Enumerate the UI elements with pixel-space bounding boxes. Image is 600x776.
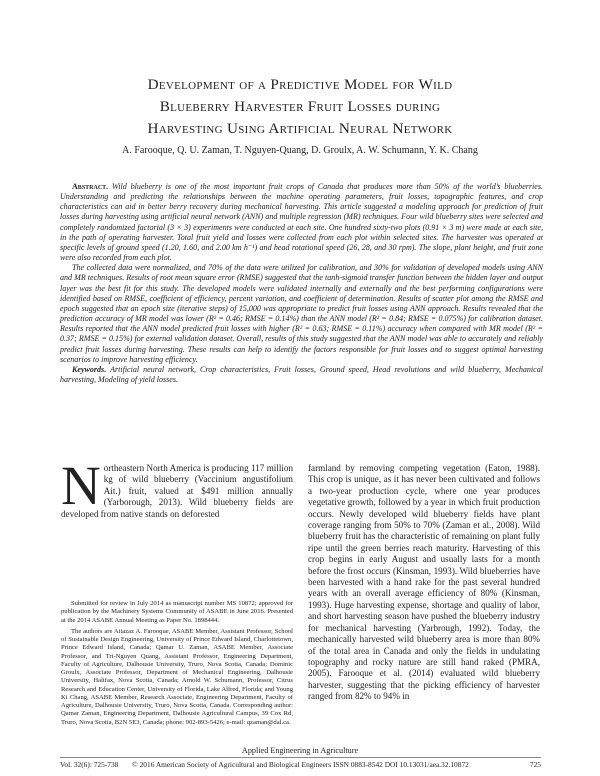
journal-name: Applied Engineering in Agriculture xyxy=(241,746,359,755)
drop-cap: N xyxy=(61,455,101,516)
abstract-label: Abstract. xyxy=(72,182,109,191)
body-column-left xyxy=(61,455,293,520)
title-line-3: Harvesting Using Artificial Neural Network xyxy=(147,120,453,137)
abstract xyxy=(60,182,543,385)
footnote-authors: The authors are Aitazaz A. Farooque, ASABE Member, Assistant Professor, School of Sustainable Design Engineering, University of Prince Edward Island, Charlottetown, Prince Edward Island, Canada; Qamar U. Zaman, ASABE Member, Associate Professor, and Tri-Nguyen Quang, Assistant Professor, Engineering Department, Faculty of Agriculture, Dalhousie University, Truro, Nova Scotia, Canada; Dominic Groulx, Associate Professor, Department of Mechanical Engineering, Dalhousie University, Halifax, Nova Scotia, Canada; Arnold W. Schumann, Professor, Citrus Research and Education Center, University of Florida, Lake Alfred, Florida; and Young Ki Chang, ASABE Member, Research Associate, Engineering Department, Faculty of Agriculture, Dalhousie University, Truro, Nova Scotia, Canada. Corresponding author: Qamar Zaman, Engineering Department, Dalhousie Agricultural Campus, 39 Cox Rd, Truro, Nova Scotia, B2N 5E3, Canada; phone: 902-893-5426; e-mail: qzaman@dal.ca. xyxy=(61,627,293,726)
footnotes xyxy=(61,600,293,727)
page-number: 725 xyxy=(529,760,541,769)
paper-title xyxy=(60,74,540,140)
keywords-text: Artificial neural network, Crop characteristics, Fruit losses, Ground speed, Head revolutions and wild blueberry, Mechanical harvesting, Modeling of yield losses. xyxy=(60,364,543,384)
copyright-info: © 2016 American Society of Agricultural and Biological Engineers ISSN 0883-8542 DOI 10.13031/aea.32.10872 xyxy=(132,760,469,769)
body-column-right xyxy=(308,463,540,703)
author-list: A. Farooque, Q. U. Zaman, T. Nguyen-Quang, D. Groulx, A. W. Schumann, Y. K. Chang xyxy=(122,145,478,156)
keywords xyxy=(60,365,543,385)
intro-paragraph xyxy=(61,455,293,520)
footer-divider xyxy=(60,757,541,758)
abstract-paragraph-2: The collected data were normalized, and 70% of the data were utilized for calibration, and 30% for validation of developed models using ANN and MR techniques. Results of root mean square error (RMSE) suggested that the tanh-sigmoid transfer function between the hidden layer and output layer was the best fit for this study. The developed models were validated internally and externally and the best performing configurations were identified based on RMSE, coefficient of efficiency, percent variation, and coefficient of determination. Results of scatter plot among the RMSE and epoch suggested that an epoch size (iterative steps) of 15,000 was appropriate to predict fruit losses using ANN approach. Results revealed that the prediction accuracy of MR model was lower (R² = 0.46; RMSE = 0.14%) than the ANN model (R² = 0.84; RMSE = 0.075%) for calibration dataset. Results reported that the ANN model predicted fruit losses with higher (R² = 0.63; RMSE = 0.11%) accuracy when compared with MR model (R² = 0.37; RMSE = 0.15%) for external validation dataset. Overall, results of this study suggested that the ANN model was able to accurately and reliably predict fruit losses during harvesting. These results can help to identify the factors responsible for fruit losses and to suggest optimal harvesting scenarios to improve harvesting efficiency. xyxy=(60,263,543,364)
title-line-2: Blueberry Harvester Fruit Losses during xyxy=(159,98,441,115)
footer-info xyxy=(60,760,541,769)
title-line-1: Development of a Predictive Model for Wild xyxy=(147,76,453,93)
abstract-paragraph-1 xyxy=(60,182,543,263)
keywords-label: Keywords. xyxy=(72,364,107,374)
volume-info: Vol. 32(6): 725-738 xyxy=(60,760,119,769)
intro-text-right: farmland by removing competing vegetation (Eaton, 1988). This crop is unique, as it has never been cultivated and follows a two-year production cycle, where one year produces vegetative growth, followed by a year in which fruit production occurs. Newly developed wild blueberry fields have plant coverage ranging from 50% to 70% (Zaman et al., 2008). Wild blueberry fruit has the characteristic of remaining on plant fully ripe until the green berries reach maturity. Harvesting of this crop begins in early August and usually lasts for a month before the frost occurs (Kinsman, 1993). Wild blueberries have been harvested with a hand rake for the past several hundred years with an overall average efficiency of 80% (Kinsman, 1993). Huge harvesting expense, shortage and quality of labor, and short harvesting season have pushed the blueberry industry for mechanical harvesting (Yarbrough, 1992). Today, the mechanically harvested wild blueberry area is more than 80% of the total area in Canada and only the fields in undulating topography and rocky nature are still hand raked (PMRA, 2005). Farooque et al. (2014) evaluated wild blueberry harvester, suggesting that the picking efficiency of harvester ranged from 82% to 94% in xyxy=(308,463,540,702)
footnote-submission: Submitted for review in July 2014 as manuscript number MS 10872; approved for publication by the Machinery Systems Community of ASABE in June 2016. Presented at the 2014 ASABE Annual Meeting as Paper No. 1898444. xyxy=(61,600,293,624)
abstract-text-1: Wild blueberry is one of the most important fruit crops of Canada that produces more than 50% of the world’s blueberries. Understanding and predicting the relationships between the machine operating parameters, fruit losses, topographic features, and crop characteristics can aid in better berry recovery during mechanical harvesting. This article suggested a modeling approach for prediction of fruit losses during harvesting using artificial neural network (ANN) and multiple regression (MR) techniques. Four wild blueberry sites were selected and completely randomized factorial (3 × 3) experiments were conducted at each site. One hundred sixty-two plots (0.91 × 3 m) were made at each site, in the path of operating harvester. Total fruit yield and losses were collected from each plot within selected sites. The harvester was operated at specific levels of ground speed (1.20, 1.60, and 2.00 km h⁻¹) and head rotational speed (26, 28, and 30 rpm). The slope, plant height, and fruit zone were also recorded from each plot. xyxy=(60,182,543,263)
intro-text-left: ortheastern North America is producing 117 million kg of wild blueberry (Vaccinium angustifolium Ait.) fruit, valued at $491 million annually (Yarborough, 2013). Wild blueberry fields are developed from native stands on deforested xyxy=(61,463,293,519)
